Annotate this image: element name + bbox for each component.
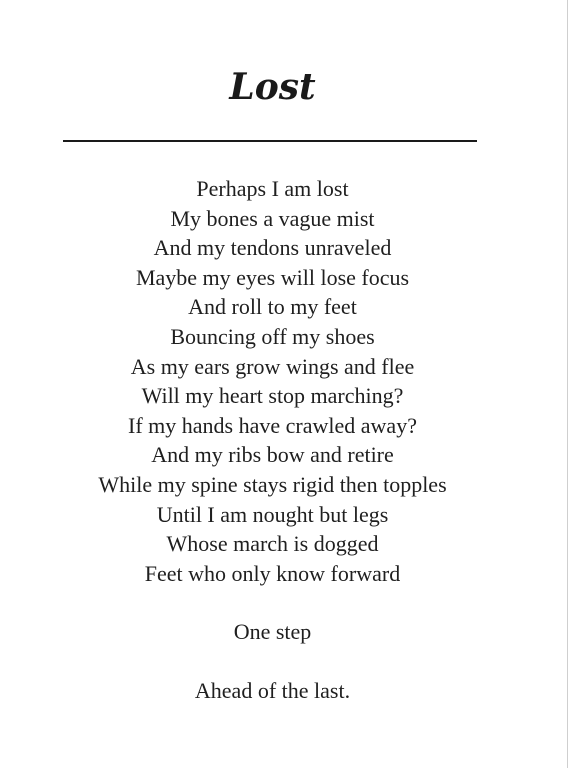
poem-line: Feet who only know forward xyxy=(144,560,401,586)
poem-line: Will my heart stop marching? xyxy=(141,383,404,409)
poem-line: And my tendons unraveled xyxy=(153,235,392,261)
poem-line: If my hands have crawled away? xyxy=(128,412,417,438)
poem-line: Until I am nought but legs xyxy=(156,501,389,527)
poem-line: Bouncing off my shoes xyxy=(170,323,375,349)
poem-line: My bones a vague mist xyxy=(170,205,375,231)
poem-line: And my ribs bow and retire xyxy=(151,442,394,468)
page-edge-line xyxy=(567,0,568,768)
poem-line: Perhaps I am lost xyxy=(196,176,349,201)
poem-line: As my ears grow wings and flee xyxy=(130,353,415,379)
closing-line-one: One step xyxy=(233,619,312,644)
poem-line: Maybe my eyes will lose focus xyxy=(135,264,410,290)
poem-body xyxy=(0,174,545,588)
poem-line: And roll to my feet xyxy=(188,294,357,320)
poem-line: Whose march is dogged xyxy=(166,531,379,557)
closing-line-two: Ahead of the last. xyxy=(194,678,351,703)
poem-title: Lost xyxy=(229,66,316,108)
poem-line: While my spine stays rigid then topples xyxy=(98,471,447,497)
title-divider xyxy=(63,140,477,142)
